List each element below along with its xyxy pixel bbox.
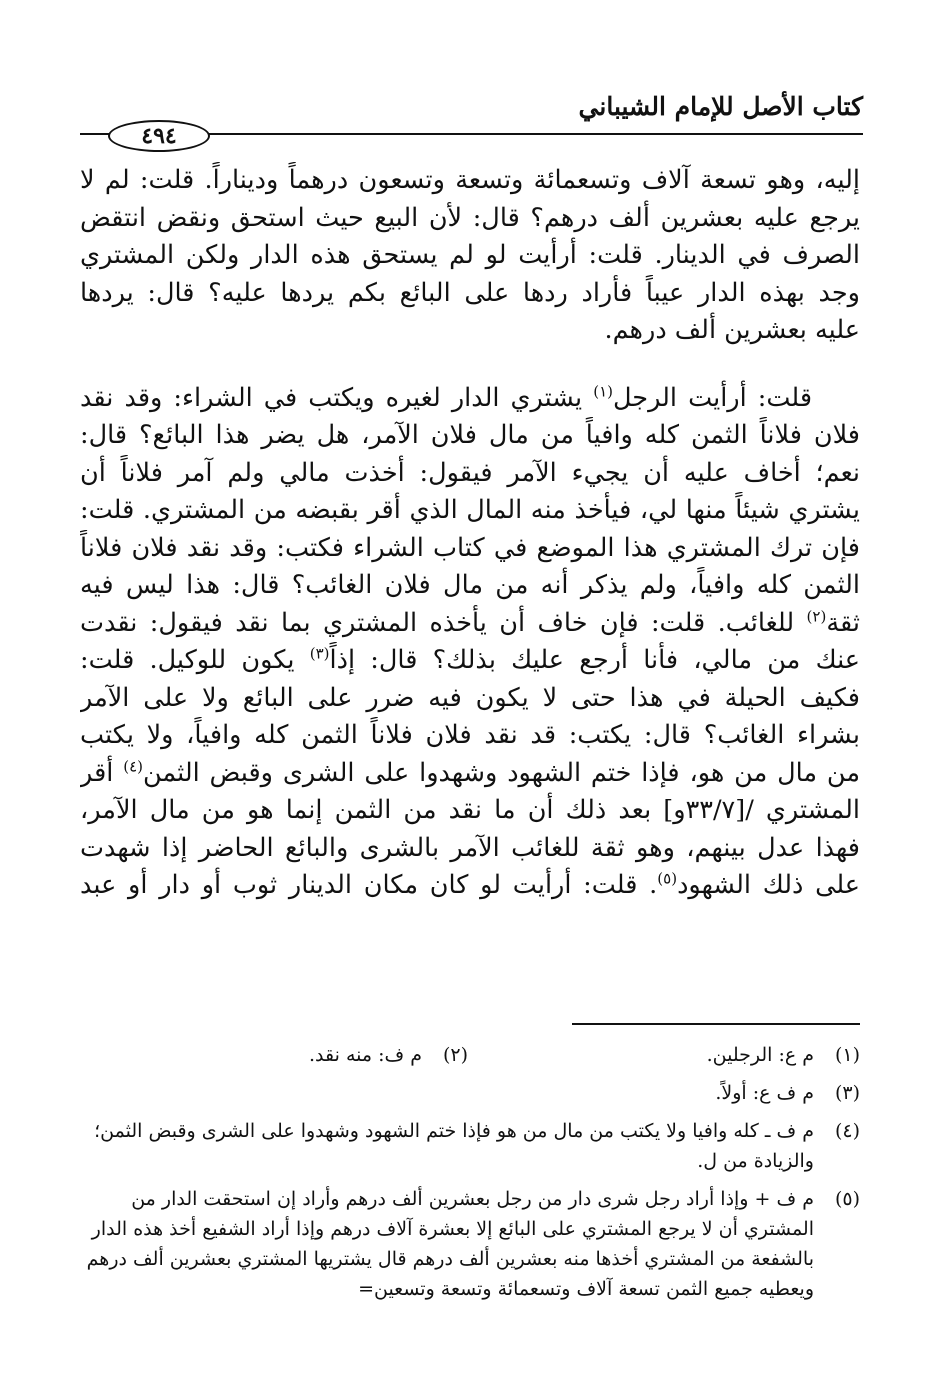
text-line: نعم؛ أخاف عليه أن يجيء الآمر فيقول: أخذت مالي ولم آمر فلاناً أن: [80, 457, 860, 488]
line-rest: يكون للوكيل. قلت:: [80, 645, 295, 675]
text-line: يرجع عليه بعشرين ألف درهم؟ قال: لأن البيع حيث استحق ونقض انتقض: [80, 202, 860, 233]
line-rest: للغائب. قلت: فإن خاف أن يأخذه المشتري بما نقد فيقول: نقدت: [80, 607, 795, 638]
footnote-ref: (٢): [806, 607, 827, 625]
footnote-pair: [70, 1040, 860, 1070]
footnote-text: م ع: الرجلين.: [706, 1044, 814, 1066]
footnote-number: (٥): [834, 1188, 860, 1210]
footnote-number: (٣): [834, 1082, 860, 1104]
footnote-text: م ف + وإذا أراد رجل شرى دار من رجل بعشرين ألف درهم وأراد إن استحقت الدار من المشتري أن لا يرجع المشتري على البائع إلا بعشرة آلاف درهم وإذا أراد الشفيع أخذ هذه الدار بالشفعة من المشتري أخذها منه بعشرين ألف درهم قال يشتريها المشتري بعشرين ألف درهم ويعطيه جميع الثمن تسعة آلاف وتسعمائة وتسعة وتسعين=: [86, 1188, 814, 1300]
footnote-text: م ف ع: أولاً.: [715, 1082, 814, 1104]
line-start: ثقة: [826, 607, 860, 638]
footnote-ref: (٥): [657, 869, 678, 888]
footnote-item: [70, 1078, 860, 1108]
page-number: ٤٩٤: [108, 120, 210, 152]
text-line: بشراء الغائب؟ قال: يكتب: قد نقد فلان فلاناً الثمن كله وافياً، ولا يكتب: [80, 720, 860, 750]
line-rest: . قلت: أرأيت لو كان مكان الدينار ثوب أو دار أو عبد: [80, 870, 658, 900]
text-line: [80, 755, 860, 793]
footnote-number: (٤): [834, 1120, 860, 1142]
text-line: فكيف الحيلة في هذا حتى لا يكون فيه ضرر على البائع ولا على الآمر: [80, 682, 860, 713]
footnote-ref: (٤): [123, 757, 143, 775]
text-line: [80, 605, 860, 643]
paragraph-gap: [80, 350, 860, 380]
para-start: قلت: أرأيت الرجل: [613, 382, 813, 413]
text-line: [80, 380, 860, 418]
line-rest: يشتري الدار لغيره ويكتب في الشراء: وقد نقد: [80, 382, 583, 413]
footnote-item: [70, 1184, 860, 1304]
text-line: فهذا عدل بينهم، وهو ثقة للغائب الآمر بالشرى والبائع الحاضر إذا شهدت: [80, 832, 860, 863]
footnote-number: (١): [834, 1044, 860, 1066]
footnote-item: [76, 1040, 468, 1070]
footnote-text: م ف: منه نقد.: [309, 1044, 422, 1066]
text-line: [80, 867, 860, 905]
text-line: فلان فلاناً الثمن كله وافياً من مال فلان الآمر، هل يضر هذا البائع؟ قال:: [80, 420, 860, 450]
footnote-text: م ف ـ كله وافيا ولا يكتب من مال من هو فإذا ختم الشهود وشهدوا على الشرى وقبض الثمن؛ والزيادة من ل.: [94, 1120, 814, 1172]
text-line: وجد بهذه الدار عيباً فأراد ردها على البائع بكم يردها عليه؟ قال: يردها: [80, 277, 860, 308]
footnote-rule: [572, 1023, 860, 1025]
line-rest: أقر: [80, 757, 114, 788]
line-start: على ذلك الشهود: [677, 870, 860, 900]
text-line: الثمن كله وافياً، ولم يذكر أنه من مال فلان الغائب؟ قال: هذا ليس فيه: [80, 570, 860, 600]
text-line: المشتري /[٣٣/٧و] بعد ذلك أن ما نقد من الثمن إنما هو من مال الآمر،: [80, 795, 860, 825]
running-title: كتاب الأصل للإمام الشيباني: [578, 92, 863, 121]
footnote-number: (٢): [442, 1044, 468, 1066]
text-line: يشتري شيئاً منها لي، فيأخذ منه المال الذي أقر بقبضه من المشتري. قلت:: [80, 495, 860, 525]
footnote-item: [468, 1040, 860, 1070]
text-line: فإن ترك المشتري هذا الموضع في كتاب الشراء فكتب: وقد نقد فلان فلاناً: [80, 532, 860, 563]
line-start: من مال من هو، فإذا ختم الشهود وشهدوا على الشرى وقبض الثمن: [143, 757, 860, 788]
line-start: عنك من مالي، فأنا أرجع عليك بذلك؟ قال: إذاً: [329, 645, 860, 675]
main-text: [80, 162, 860, 905]
text-line: الصرف في الدينار. قلت: أرأيت لو لم يستحق هذه الدار ولكن المشتري: [80, 240, 860, 270]
footnote-item: [70, 1116, 860, 1176]
footnote-ref: (١): [593, 382, 613, 400]
text-line: عليه بعشرين ألف درهم.: [604, 315, 860, 345]
footnotes: [70, 1040, 860, 1304]
footnote-ref: (٣): [309, 644, 330, 663]
text-line: [80, 642, 860, 680]
text-line: إليه، وهو تسعة آلاف وتسعمائة وتسعة وتسعون درهماً وديناراً. قلت: لم لا: [80, 165, 860, 195]
